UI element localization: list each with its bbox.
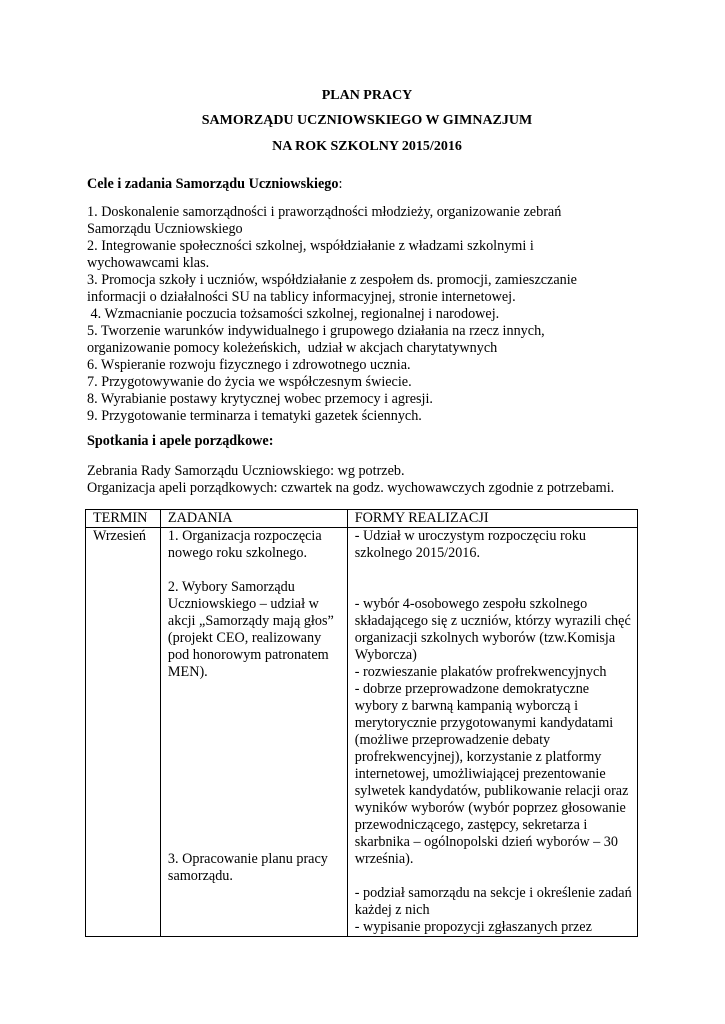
task-2: 2. Wybory Samorządu Uczniowskiego – udział w akcji „Samorządy mają głos” (projekt CEO, realizowany pod honorowym patronatem MEN). bbox=[167, 579, 334, 680]
goals-heading-text: Cele i zadania Samorządu Uczniowskiego bbox=[87, 176, 339, 192]
goals-list bbox=[87, 204, 647, 425]
goal-item: 3. Promocja szkoły i uczniów, współdziałanie z zespołem ds. promocji, zamieszczanie informacji o działalności SU na tablicy informacyjnej, stronie internetowej. bbox=[87, 272, 577, 305]
meetings-heading: Spotkania i apele porządkowe: bbox=[87, 433, 274, 449]
cell-tasks bbox=[160, 528, 347, 937]
form-3a: - podział samorządu na sekcje i określenie zadań każdej z nich bbox=[354, 885, 632, 918]
goal-item: 6. Wspieranie rozwoju fizycznego i zdrowotnego ucznia. bbox=[87, 357, 411, 373]
doc-title-line-3: NA ROK SZKOLNY 2015/2016 bbox=[272, 139, 462, 154]
doc-title-line-1: PLAN PRACY bbox=[321, 88, 413, 103]
meetings-line: Organizacja apeli porządkowych: czwartek na godz. wychowawczych zgodnie z potrzebami. bbox=[87, 480, 615, 496]
goal-item: 8. Wyrabianie postawy krytycznej wobec przemocy i agresji. bbox=[87, 391, 433, 407]
table-header-row bbox=[86, 510, 638, 528]
header-termin: TERMIN bbox=[86, 510, 161, 528]
goal-item: 9. Przygotowanie terminarza i tematyki gazetek ściennych. bbox=[87, 408, 422, 424]
form-3b: - wypisanie propozycji zgłaszanych przez bbox=[354, 919, 592, 935]
goal-item: 5. Tworzenie warunków indywidualnego i grupowego działania na rzecz innych, organizowanie pomocy koleżeńskich, udział w akcjach charytatywnych bbox=[87, 323, 549, 356]
task-3: 3. Opracowanie planu pracy samorządu. bbox=[167, 851, 328, 884]
goals-heading-colon: : bbox=[338, 176, 343, 192]
cell-month: Wrzesień bbox=[86, 528, 161, 937]
form-2c: - dobrze przeprowadzone demokratyczne wybory z barwną kampanią wyborczą i merytorycznie przygotowanymi kandydatami (możliwe przeprowadzenie debaty profrekwencyjnej), korzystanie z platformy internetowej, umożliwiającej prezentowanie sylwetek kandydatów, publikowanie relacji oraz wyników wyborów (wybór poprzez głosowanie przewodniczącego, zastępcy, sekretarza i skarbnika – ogólnopolski dzień wyborów – 30 września). bbox=[354, 681, 629, 867]
form-2a: - wybór 4-osobowego zespołu szkolnego składającego się z uczniów, którzy wyrazili chęć organizacji szkolnych wyborów (tzw.Komisja Wyborcza) bbox=[354, 596, 631, 663]
goal-item: 7. Przygotowywanie do życia we współczesnym świecie. bbox=[87, 374, 412, 390]
goal-item: 2. Integrowanie społeczności szkolnej, współdziałanie z władzami szkolnymi i wychowawcami klas. bbox=[87, 238, 534, 271]
task-1: 1. Organizacja rozpoczęcia nowego roku szkolnego. bbox=[167, 528, 322, 561]
form-2b: - rozwieszanie plakatów profrekwencyjnych bbox=[354, 664, 607, 680]
table-row bbox=[86, 528, 638, 937]
cell-forms bbox=[347, 528, 637, 937]
meetings-line: Zebrania Rady Samorządu Uczniowskiego: wg potrzeb. bbox=[87, 463, 405, 479]
meetings-info bbox=[87, 463, 647, 497]
goal-item: 4. Wzmacnianie poczucia tożsamości szkolnej, regionalnej i narodowej. bbox=[87, 306, 500, 322]
doc-title-line-2: SAMORZĄDU UCZNIOWSKIEGO W GIMNAZJUM bbox=[201, 113, 533, 128]
form-1: - Udział w uroczystym rozpoczęciu roku szkolnego 2015/2016. bbox=[354, 528, 586, 561]
header-zadania: ZADANIA bbox=[160, 510, 347, 528]
schedule-table bbox=[85, 509, 638, 937]
goal-item: 1. Doskonalenie samorządności i praworządności młodzieży, organizowanie zebrań Samorządu Uczniowskiego bbox=[87, 204, 562, 237]
goals-heading bbox=[87, 176, 342, 193]
header-formy-realizacji: FORMY REALIZACJI bbox=[347, 510, 637, 528]
